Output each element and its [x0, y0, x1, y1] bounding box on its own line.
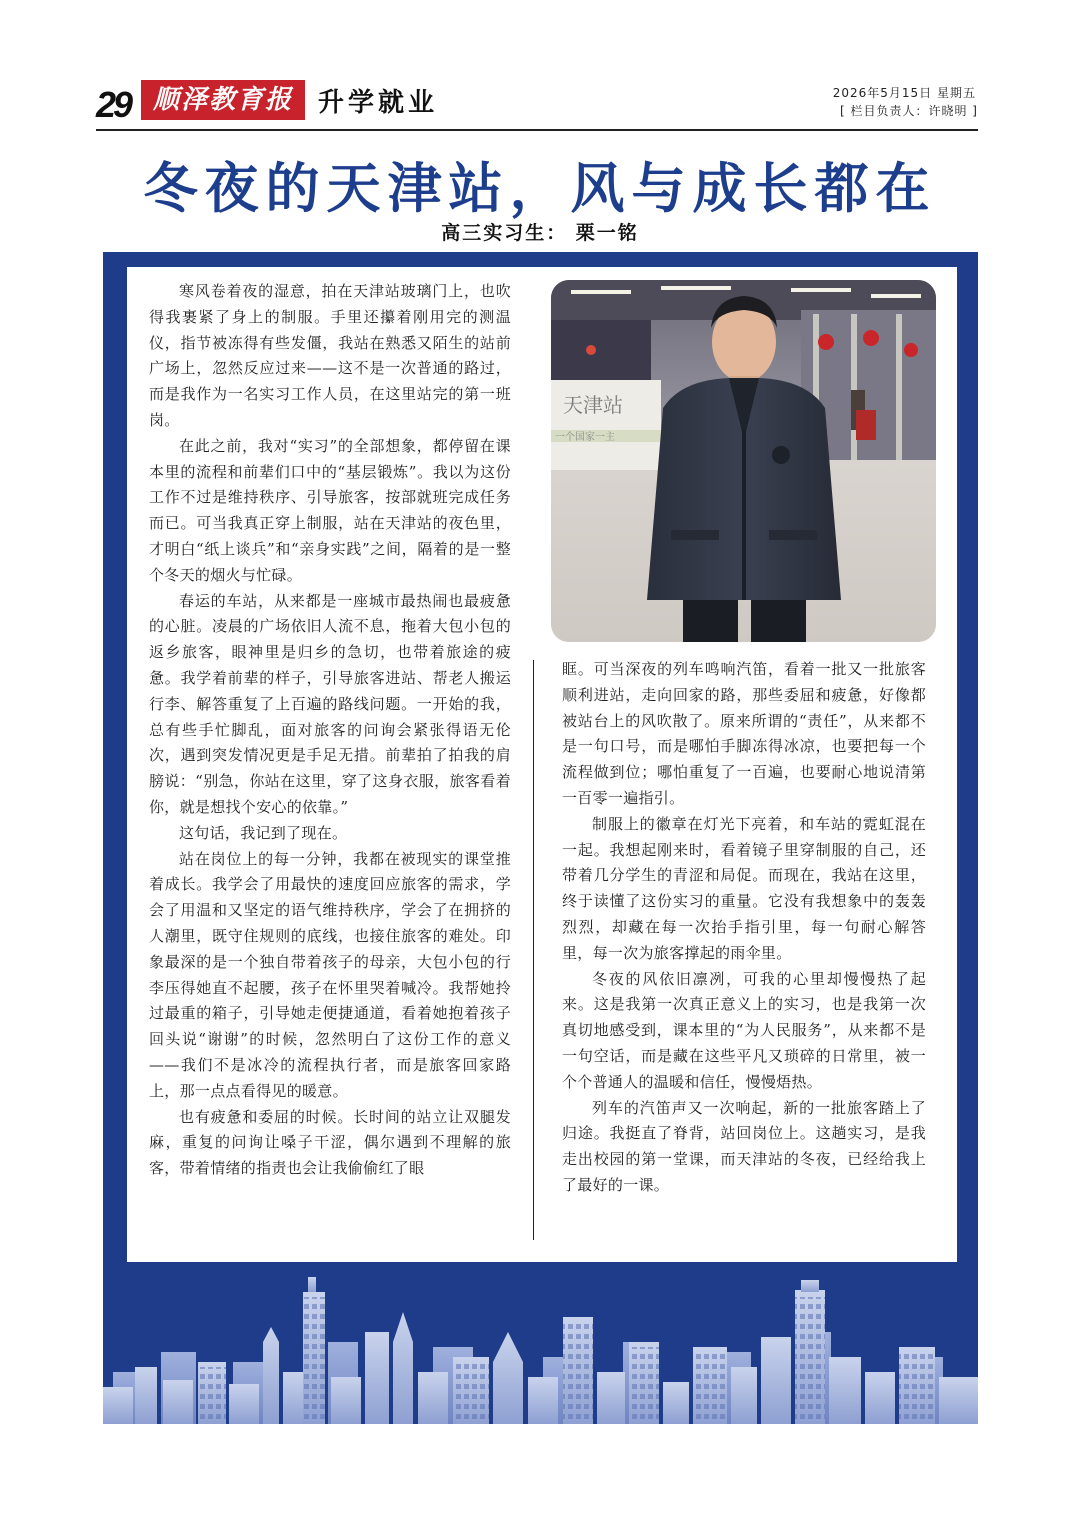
paragraph: 也有疲惫和委屈的时候。长时间的站立让双腿发麻，重复的问询让嗓子干涩，偶尔遇到不理解的旅客，带着情绪的指责也会让我偷偷红了眼	[149, 1107, 511, 1178]
article-left-column	[149, 279, 511, 1182]
paragraph: 在此之前，我对“实习”的全部想象，都停留在课本里的流程和前辈们口中的“基层锻炼”。我以为这份工作不过是维持秩序、引导旅客，按部就班完成任务而已。可当我真正穿上制服，站在天津站的夜色里，才明白“纸上谈兵”和“亲身实践”之间，隔着的是一整个冬天的烟火与忙碌。	[149, 436, 511, 584]
paragraph: 站在岗位上的每一分钟，我都在被现实的课堂推着成长。我学会了用最快的速度回应旅客的需求，学会了用温和又坚定的语气维持秩序，学会了在拥挤的人潮里，既守住规则的底线，也接住旅客的难处。印象最深的是一个独自带着孩子的母亲，大包小包的行李压得她直不起腰，孩子在怀里哭着喊冷。我帮她拎过最重的箱子，引导她走便捷通道，看着她抱着孩子回头说“谢谢”的时候，忽然明白了这份工作的意义——我们不是冰冷的流程执行者，而是旅客回家路上，那一点点看得见的暖意。	[149, 849, 511, 1100]
section-name: 升学就业	[318, 88, 439, 118]
article-byline: 高三实习生： 栗一铭	[441, 222, 639, 244]
article-photo	[551, 280, 936, 642]
header-rule	[96, 129, 978, 131]
page-header	[96, 80, 978, 132]
station-banner-text: 一个国家一主	[555, 432, 615, 443]
paragraph: 冬夜的风依旧凛冽，可我的心里却慢慢热了起来。这是我第一次真正意义上的实习，也是我第一次真切地感受到，课本里的“为人民服务”，从来都不是一句空话，而是藏在这些平凡又琐碎的日常里，被一个个普通人的温暖和信任，慢慢焐热。	[562, 969, 926, 1091]
paragraph: 寒风卷着夜的湿意，拍在天津站玻璃门上，也吹得我裹紧了身上的制服。手里还攥着刚用完的测温仪，指节被冻得有些发僵，我站在熟悉又陌生的站前广场上，忽然反应过来——这不是一次普通的路过，而是我作为一名实习工作人员，在这里站完的第一班岗。	[149, 282, 511, 429]
paragraph: 制服上的徽章在灯光下亮着，和车站的霓虹混在一起。我想起刚来时，看着镜子里穿制服的自己，还带着几分学生的青涩和局促。而现在，我站在这里，终于读懂了这份实习的重量。它没有我想象中的轰轰烈烈，却藏在每一次抬手指引里，每一句耐心解答里，每一次为旅客撑起的雨伞里。	[562, 814, 926, 962]
paragraph: 春运的车站，从来都是一座城市最热闹也最疲惫的心脏。凌晨的广场依旧人流不息，拖着大包小包的返乡旅客，眼神里是归乡的急切，也带着旅途的疲惫。我学着前辈的样子，引导旅客进站、帮老人搬运行李、解答重复了上百遍的路线问题。一开始的我，总有些手忙脚乱，面对旅客的问询会紧张得语无伦次，遇到突发情况更是手足无措。前辈拍了拍我的肩膀说：“别急，你站在这里，穿了这身衣服，旅客看着你，就是想找个安心的依靠。”	[149, 591, 511, 816]
station-sign-text: 天津站	[563, 393, 623, 417]
paragraph: 这句话，我记到了现在。	[179, 823, 348, 842]
article-title: 冬夜的天津站，风与成长都在	[143, 157, 937, 220]
page-number: 29	[96, 84, 131, 125]
newspaper-name: 顺泽教育报	[141, 80, 305, 120]
paragraph: 眶。可当深夜的列车鸣响汽笛，看着一批又一批旅客顺利进站，走向回家的路，那些委屈和疲惫，好像都被站台上的风吹散了。原来所谓的“责任”，从来都不是一句口号，而是哪怕手脚冻得冰凉，也要把每一个流程做到位；哪怕重复了一百遍，也要耐心地说清第一百零一遍指引。	[562, 660, 926, 807]
column-divider	[533, 660, 534, 1240]
paragraph: 列车的汽笛声又一次响起，新的一批旅客踏上了归途。我挺直了脊背，站回岗位上。这趟实习，是我走出校园的第一堂课，而天津站的冬夜，已经给我上了最好的一课。	[562, 1098, 926, 1194]
city-skyline-illustration	[103, 1272, 978, 1424]
column-editor: [ 栏目负责人：许晓明 ]	[840, 104, 978, 118]
article-right-column	[562, 657, 926, 1199]
issue-date: 2026年5月15日 星期五	[832, 86, 976, 100]
